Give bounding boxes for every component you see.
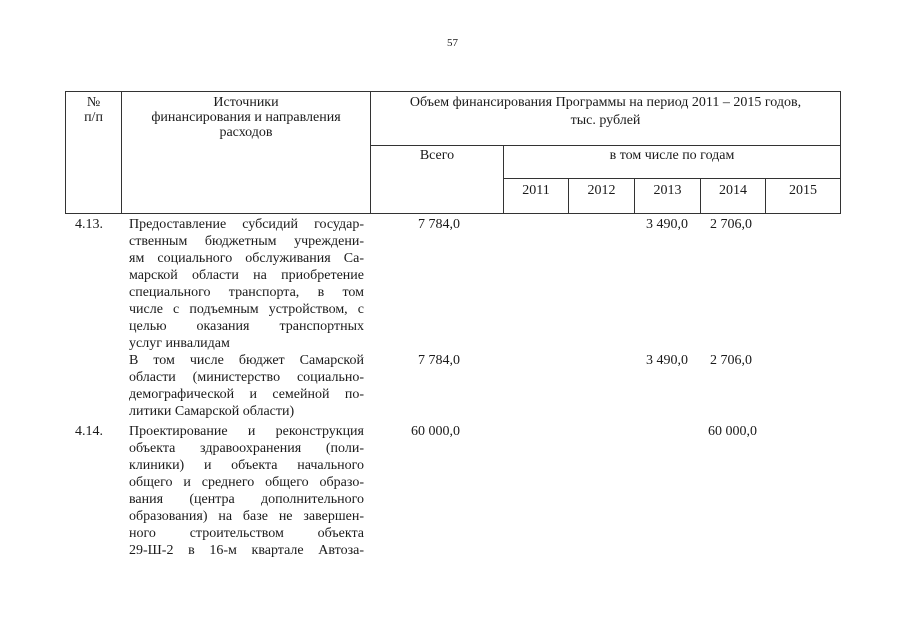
header-col-total: Всего — [419, 148, 455, 163]
desc-line: Проектирование и реконструкция — [129, 424, 364, 439]
header-col-volume-line2: тыс. рублей — [570, 113, 641, 128]
volume-divider — [370, 145, 841, 146]
desc-line: В том числе бюджет Самарской — [129, 353, 364, 368]
desc-line: области (министерство социально- — [129, 370, 364, 385]
table-header-bottom — [65, 213, 841, 214]
desc-line: Предоставление субсидий государ- — [129, 217, 364, 232]
value-total: 60 000,0 — [411, 424, 460, 439]
value-2013: 3 490,0 — [646, 353, 688, 368]
header-col-source-line2: финансирования и направления — [151, 110, 341, 125]
desc-line: 29-Ш-2 в 16-м квартале Автоза- — [129, 543, 364, 558]
header-col-source — [122, 95, 370, 140]
desc-line: ного строительством объекта — [129, 526, 364, 541]
header-col-source-line1: Источники — [213, 95, 279, 110]
desc-line: демографической и семейной по- — [129, 387, 364, 402]
header-col-no-line2: п/п — [84, 110, 103, 125]
desc-line: числе с подъемным устройством, с — [129, 302, 364, 317]
row-number: 4.14. — [75, 424, 103, 439]
desc-line: вания (центра дополнительного — [129, 492, 364, 507]
header-col-source-line3: расходов — [219, 125, 273, 140]
row-number: 4.13. — [75, 217, 103, 232]
header-col-no — [66, 95, 121, 125]
years-divider — [503, 178, 841, 179]
value-2014: 2 706,0 — [710, 353, 752, 368]
header-year-2013: 2013 — [653, 183, 682, 198]
value-total: 7 784,0 — [418, 353, 460, 368]
desc-line: образования) на базе не завершен- — [129, 509, 364, 524]
value-2014: 2 706,0 — [710, 217, 752, 232]
desc-line: специального транспорта, в том — [129, 285, 364, 300]
header-year-2012: 2012 — [587, 183, 616, 198]
desc-line: ям социального обслуживания Са- — [129, 251, 364, 266]
desc-line: услуг инвалидам — [129, 336, 230, 351]
header-col-no-line1: № — [86, 95, 101, 110]
header-year-2011: 2011 — [522, 183, 550, 198]
desc-line: целью оказания транспортных — [129, 319, 364, 334]
page-number: 57 — [447, 37, 458, 49]
row-description — [129, 352, 364, 420]
desc-line: общего и среднего общего образо- — [129, 475, 364, 490]
table-border-top — [65, 91, 841, 92]
desc-line: ственным бюджетным учреждени- — [129, 234, 364, 249]
border-right — [840, 91, 841, 214]
value-total: 7 784,0 — [418, 217, 460, 232]
header-col-volume-line1: Объем финансирования Программы на период 2011 – 2015 годов, — [409, 95, 802, 110]
header-year-2015: 2015 — [789, 183, 817, 198]
row-description — [129, 216, 364, 352]
desc-line: марской области на приобретение — [129, 268, 364, 283]
header-col-volume — [371, 95, 840, 128]
desc-line: литики Самарской области) — [129, 404, 295, 419]
value-2014: 60 000,0 — [708, 424, 757, 439]
value-2013: 3 490,0 — [646, 217, 688, 232]
header-year-2014: 2014 — [719, 183, 747, 198]
desc-line: объекта здравоохранения (поли- — [129, 441, 364, 456]
header-col-by-years: в том числе по годам — [609, 148, 735, 163]
desc-line: клиники) и объекта начального — [129, 458, 364, 473]
row-description — [129, 423, 364, 559]
